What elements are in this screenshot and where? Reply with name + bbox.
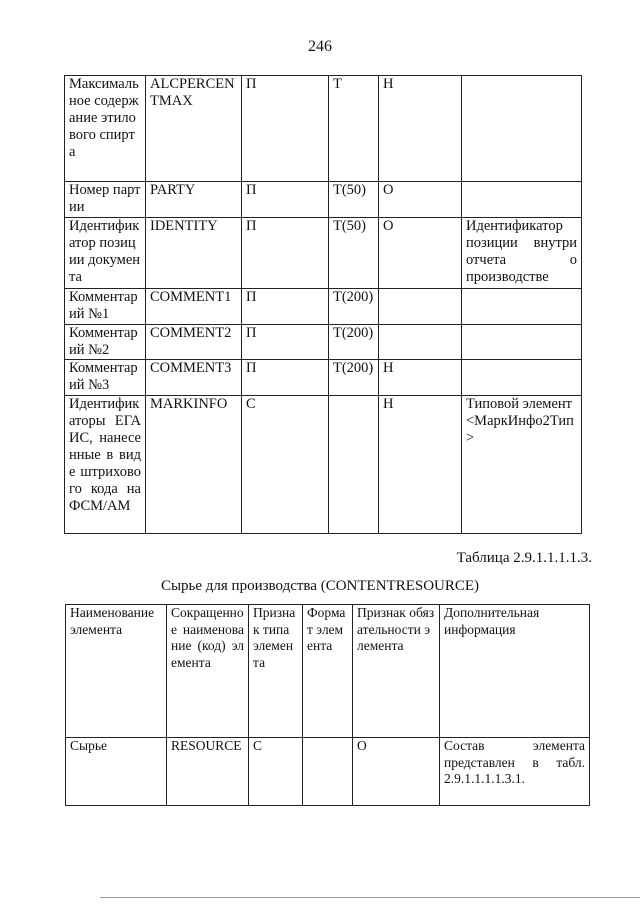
cell-element-type: П — [242, 360, 329, 396]
table-heading: Сырье для производства (CONTENTRESOURCE) — [160, 578, 480, 594]
cell-element-type: П — [242, 289, 329, 325]
cell-element-required: О — [353, 738, 440, 806]
contentresource-table — [65, 604, 590, 806]
cell-element-code: IDENTITY — [146, 218, 242, 289]
table-row — [65, 182, 582, 218]
cell-element-type: П — [242, 76, 329, 182]
cell-element-info: Идентификатор позиции внутри отчета о производстве — [462, 218, 582, 289]
page-edge-line — [100, 897, 640, 898]
page-number: 246 — [308, 38, 332, 55]
cell-element-type: П — [242, 325, 329, 360]
header-element-type: Признак типа элемента — [249, 605, 303, 738]
table-row — [65, 76, 582, 182]
cell-element-type: С — [249, 738, 303, 806]
cell-element-code: COMMENT2 — [146, 325, 242, 360]
header-element-name: Наименование элемента — [66, 605, 167, 738]
table-row — [65, 396, 582, 534]
cell-element-type: С — [242, 396, 329, 534]
cell-element-info — [462, 325, 582, 360]
cell-element-required — [379, 325, 462, 360]
cell-element-required: Н — [379, 396, 462, 534]
cell-element-name: Идентификаторы ЕГАИС, нанесенные в виде штрихового кода на ФСМ/АМ — [65, 396, 146, 534]
elements-table-continued — [64, 75, 582, 534]
cell-element-format — [329, 396, 379, 534]
table-row — [65, 360, 582, 396]
cell-element-info — [462, 360, 582, 396]
table-header-row — [66, 605, 590, 738]
cell-element-name: Комментарий №3 — [65, 360, 146, 396]
table-row — [65, 325, 582, 360]
cell-element-code: ALCPERCENTMAX — [146, 76, 242, 182]
cell-element-required: О — [379, 218, 462, 289]
table-row — [65, 289, 582, 325]
cell-element-required — [379, 289, 462, 325]
cell-element-info — [462, 182, 582, 218]
cell-element-name: Комментарий №2 — [65, 325, 146, 360]
cell-element-code: COMMENT3 — [146, 360, 242, 396]
cell-element-info — [462, 76, 582, 182]
cell-element-name: Номер партии — [65, 182, 146, 218]
table-caption: Таблица 2.9.1.1.1.1.3. — [456, 550, 592, 566]
cell-element-code: PARTY — [146, 182, 242, 218]
cell-element-info — [462, 289, 582, 325]
cell-element-code: COMMENT1 — [146, 289, 242, 325]
table-row — [65, 218, 582, 289]
cell-element-format: T(200) — [329, 289, 379, 325]
header-element-info: Дополнительная информация — [440, 605, 590, 738]
cell-element-required: О — [379, 182, 462, 218]
cell-element-format — [303, 738, 353, 806]
cell-element-format: T(200) — [329, 325, 379, 360]
cell-element-type: П — [242, 218, 329, 289]
cell-element-info: Состав элемента представлен в табл. 2.9.1.1.1.1.3.1. — [440, 738, 590, 806]
header-element-code: Сокращенное наименование (код) элемента — [167, 605, 249, 738]
cell-element-format: T(200) — [329, 360, 379, 396]
header-element-required: Признак обязательности элемента — [353, 605, 440, 738]
cell-element-format: T(50) — [329, 182, 379, 218]
cell-element-code: RESOURCE — [167, 738, 249, 806]
cell-element-code: MARKINFO — [146, 396, 242, 534]
table-row — [66, 738, 590, 806]
cell-element-format: T(50) — [329, 218, 379, 289]
cell-element-name: Идентификатор позиции документа — [65, 218, 146, 289]
cell-element-type: П — [242, 182, 329, 218]
cell-element-format: T — [329, 76, 379, 182]
cell-element-required: Н — [379, 76, 462, 182]
cell-element-required: Н — [379, 360, 462, 396]
cell-element-name: Максимальное содержание этилового спирта — [65, 76, 146, 182]
cell-element-name: Комментарий №1 — [65, 289, 146, 325]
cell-element-info: Типовой элемент <МаркИнфо2Тип> — [462, 396, 582, 534]
header-element-format: Формат элемента — [303, 605, 353, 738]
cell-element-name: Сырье — [66, 738, 167, 806]
